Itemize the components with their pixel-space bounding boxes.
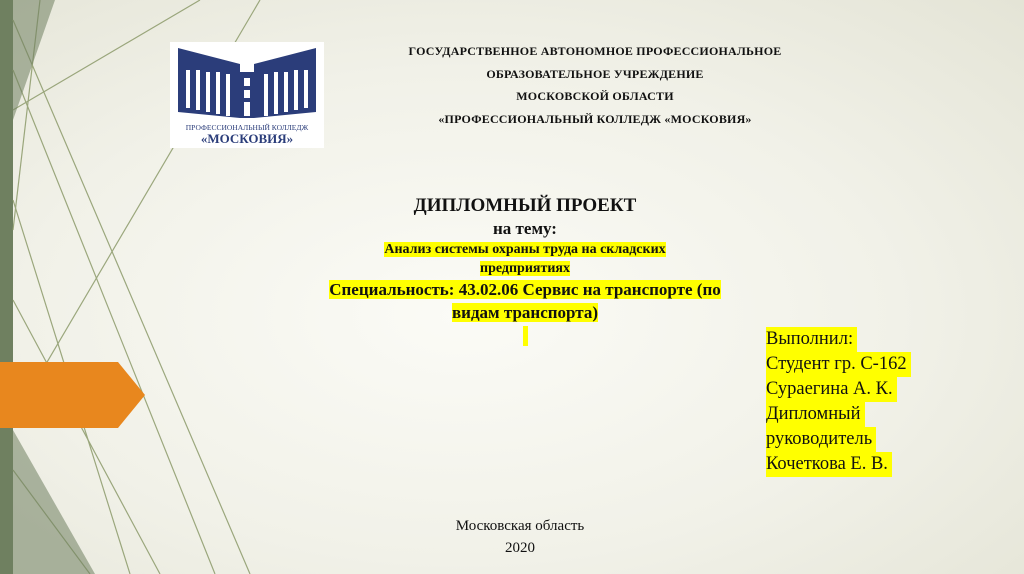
footer xyxy=(390,515,650,559)
specialty-line-2: видам транспорта) xyxy=(451,303,598,322)
header-line: ГОСУДАРСТВЕННОЕ АВТОНОМНОЕ ПРОФЕССИОНАЛЬНОЕ xyxy=(408,44,782,58)
footer-region: Московская область xyxy=(455,518,585,534)
author-line: руководитель xyxy=(766,427,876,452)
header-line: ОБРАЗОВАТЕЛЬНОЕ УЧРЕЖДЕНИЕ xyxy=(486,66,704,81)
institution-header xyxy=(345,40,845,130)
topic-line-1: Анализ системы охраны труда на складских xyxy=(384,242,666,257)
specialty-line-1: Специальность: 43.02.06 Сервис на транспорте (по xyxy=(329,280,721,299)
header-line: «ПРОФЕССИОНАЛЬНЫЙ КОЛЛЕДЖ «МОСКОВИЯ» xyxy=(438,111,752,126)
logo-caption-main: «МОСКОВИЯ» xyxy=(200,131,294,146)
logo-caption-top: ПРОФЕССИОНАЛЬНЫЙ КОЛЛЕДЖ xyxy=(185,123,309,132)
footer-year: 2020 xyxy=(505,540,535,556)
college-logo xyxy=(170,42,324,148)
author-line: Студент гр. С-162 xyxy=(766,352,911,377)
project-block xyxy=(270,194,780,351)
author-block xyxy=(766,327,911,477)
project-title: ДИПЛОМНЫЙ ПРОЕКТ xyxy=(413,195,637,216)
topic-line-2: предприятиях xyxy=(480,261,570,276)
author-line: Дипломный xyxy=(766,402,865,427)
text-cursor-marker xyxy=(523,326,528,346)
orange-arrow-shape xyxy=(0,362,145,428)
author-line: Выполнил: xyxy=(766,327,857,352)
header-line: МОСКОВСКОЙ ОБЛАСТИ xyxy=(516,89,674,103)
author-line: Сураегина А. К. xyxy=(766,377,897,402)
author-line: Кочеткова Е. В. xyxy=(766,452,892,477)
project-subtitle: на тему: xyxy=(493,219,557,238)
